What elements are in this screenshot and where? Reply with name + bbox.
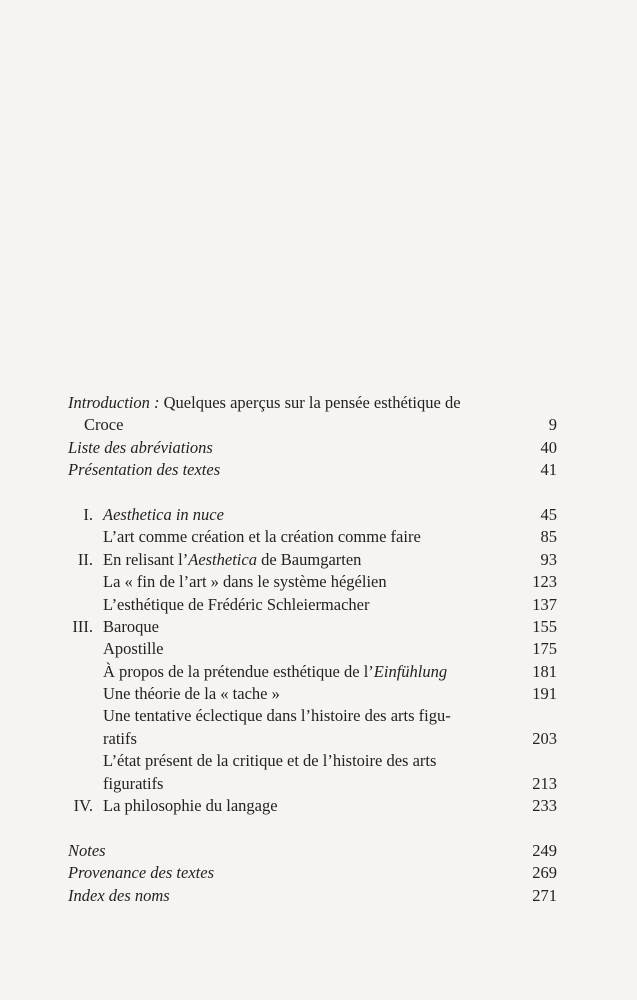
toc-page-number: 123 bbox=[532, 572, 557, 592]
toc-entry-introduction bbox=[0, 392, 637, 414]
toc-page-number: 40 bbox=[540, 437, 557, 457]
toc-roman-numeral: IV. bbox=[73, 796, 93, 816]
toc-entry-text: Apostille bbox=[103, 639, 164, 659]
toc-spacer bbox=[0, 817, 637, 839]
toc-entry-introduction-cont bbox=[0, 414, 637, 436]
toc-page-number: 203 bbox=[532, 728, 557, 748]
toc-page-number: 85 bbox=[540, 527, 557, 547]
toc-entry bbox=[0, 661, 637, 683]
toc-entry-text: Présentation des textes bbox=[68, 460, 221, 480]
toc-entry-text-pre: À propos de la prétendue esthétique de l’ bbox=[103, 661, 374, 681]
toc-entry-text: Notes bbox=[68, 840, 106, 860]
toc-page-number: 191 bbox=[532, 684, 557, 704]
toc-entry-text: Une tentative éclectique dans l’histoire des arts figu- bbox=[103, 706, 451, 726]
toc-entry-text: Baroque bbox=[103, 616, 159, 636]
toc-part-2 bbox=[0, 549, 637, 571]
toc-entry-text: La « fin de l’art » dans le système hégélien bbox=[103, 572, 387, 592]
toc-entry-lead: Introduction : bbox=[68, 393, 160, 412]
toc-page-number: 269 bbox=[532, 863, 557, 883]
toc-entry-text: Liste des abréviations bbox=[68, 437, 213, 457]
toc-part-4 bbox=[0, 795, 637, 817]
toc-page-number: 233 bbox=[532, 796, 557, 816]
toc-page-number: 181 bbox=[532, 661, 557, 681]
toc-page-number: 271 bbox=[532, 885, 557, 905]
toc-entry-text-italic: Aesthetica bbox=[188, 549, 257, 569]
toc-page-number: 175 bbox=[532, 639, 557, 659]
toc-entry-text: L’art comme création et la création comme faire bbox=[103, 527, 421, 547]
toc-roman-numeral: II. bbox=[77, 549, 93, 569]
toc-entry bbox=[0, 594, 637, 616]
toc-page-number: 213 bbox=[532, 773, 557, 793]
toc-entry-title bbox=[68, 392, 461, 414]
toc-entry-text: Index des noms bbox=[68, 885, 170, 905]
toc-entry-provenance bbox=[0, 862, 637, 884]
toc-entry-text: Une théorie de la « tache » bbox=[103, 684, 280, 704]
toc-entry-title bbox=[103, 661, 447, 683]
toc-entry-text: Quelques aperçus sur la pensée esthétique de bbox=[159, 393, 461, 412]
toc-entry bbox=[0, 750, 637, 772]
toc-entry-text: Provenance des textes bbox=[68, 863, 214, 883]
toc-entry-notes bbox=[0, 840, 637, 862]
toc-entry bbox=[0, 526, 637, 548]
toc-entry-text: L’esthétique de Frédéric Schleiermacher bbox=[103, 594, 370, 614]
toc-roman-numeral: III. bbox=[72, 616, 93, 636]
toc-page-number: 137 bbox=[532, 594, 557, 614]
toc-entry-text-pre: En relisant l’ bbox=[103, 549, 189, 569]
table-of-contents bbox=[0, 392, 637, 907]
toc-entry-text: L’état présent de la critique et de l’histoire des arts bbox=[103, 751, 437, 771]
toc-entry bbox=[0, 705, 637, 727]
toc-spacer bbox=[0, 482, 637, 504]
toc-page-number: 9 bbox=[548, 415, 557, 435]
toc-page-number: 249 bbox=[532, 840, 557, 860]
toc-entry-text: Croce bbox=[84, 415, 124, 435]
toc-part-1 bbox=[0, 504, 637, 526]
toc-entry bbox=[0, 638, 637, 660]
toc-entry-text-post: de Baumgarten bbox=[256, 549, 362, 569]
toc-entry-cont bbox=[0, 773, 637, 795]
toc-page-number: 93 bbox=[540, 549, 557, 569]
toc-entry-text: figuratifs bbox=[103, 773, 164, 793]
toc-page-number: 41 bbox=[540, 460, 557, 480]
toc-entry-text: ratifs bbox=[103, 728, 137, 748]
toc-entry-text-italic: Einfühlung bbox=[373, 661, 448, 681]
toc-entry-text: Aesthetica in nuce bbox=[103, 504, 224, 524]
toc-page-number: 155 bbox=[532, 616, 557, 636]
toc-entry bbox=[0, 571, 637, 593]
toc-entry-text: La philosophie du langage bbox=[103, 796, 278, 816]
toc-entry-cont bbox=[0, 728, 637, 750]
toc-page-number: 45 bbox=[540, 504, 557, 524]
toc-entry bbox=[0, 683, 637, 705]
toc-entry-index bbox=[0, 885, 637, 907]
toc-part-3 bbox=[0, 616, 637, 638]
toc-entry-presentation bbox=[0, 459, 637, 481]
toc-entry-abbreviations bbox=[0, 437, 637, 459]
toc-roman-numeral: I. bbox=[83, 504, 93, 524]
toc-entry-title bbox=[103, 549, 361, 571]
